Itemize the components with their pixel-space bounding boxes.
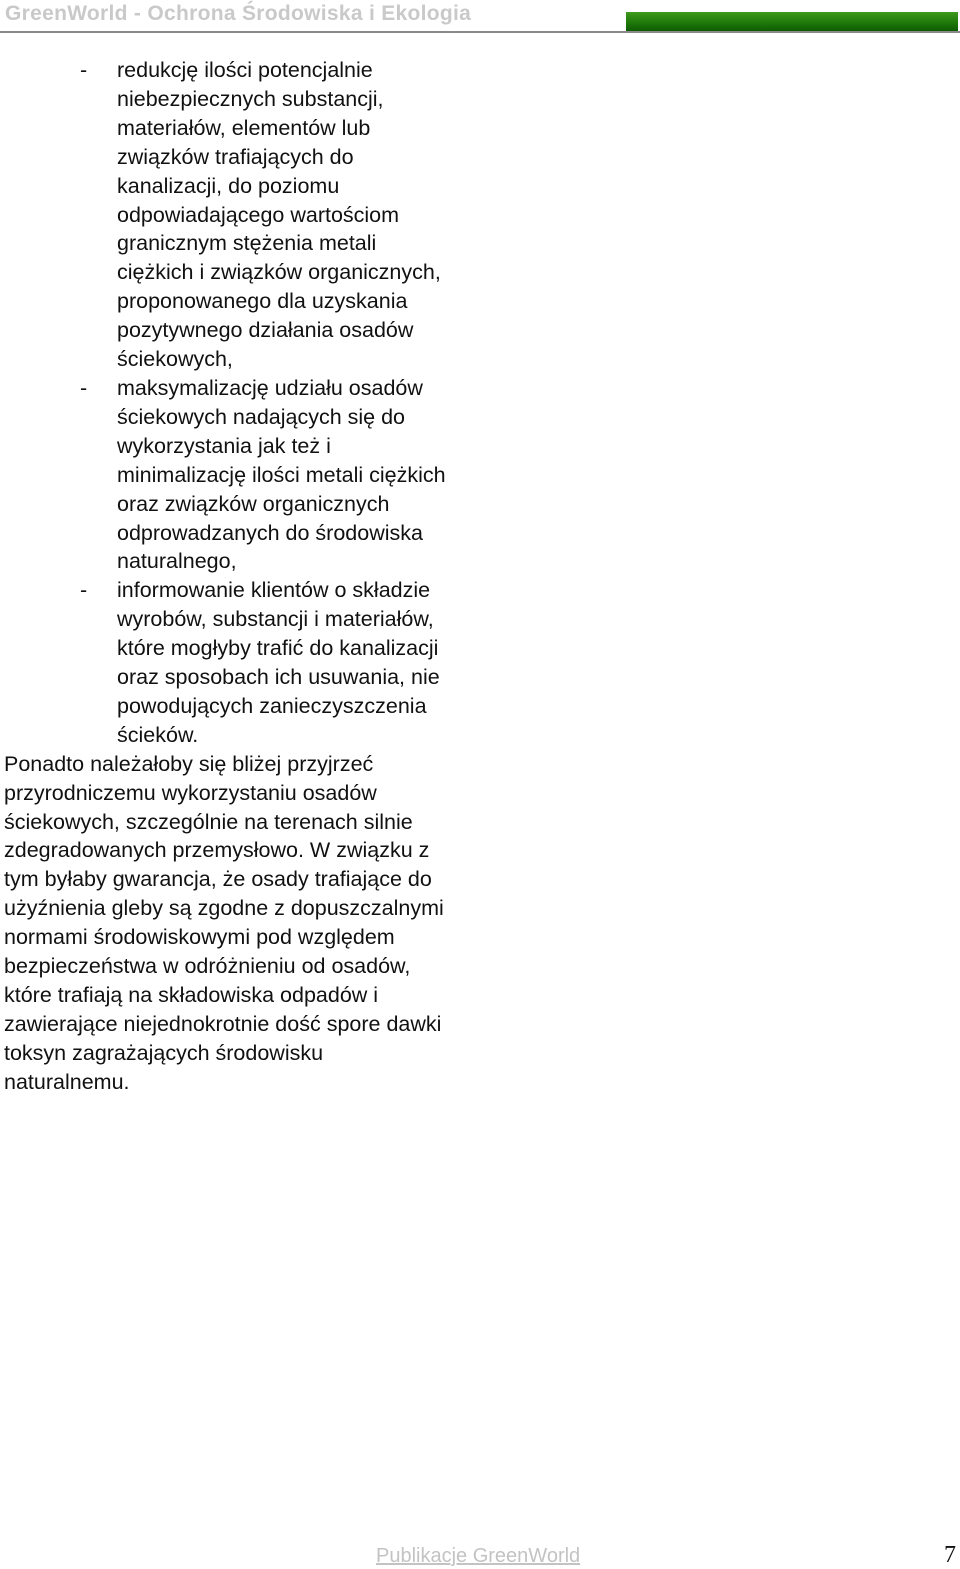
footer-publications-link[interactable]: Publikacje GreenWorld — [376, 1545, 581, 1567]
list-item-text: redukcję ilości potencjalnie niebezpiecznych substancji, materiałów, elementów lub związków trafiających do kanalizacji, do poziomu odpowiadającego wartościom granicznym stężenia metali ciężkich i związków organicznych, proponowanego dla uzyskania pozytywnego działania osadów ściekowych, — [117, 58, 441, 372]
bullet-dash: - — [80, 58, 88, 82]
list-item-text: informowanie klientów o składzie wyrobów, substancji i materiałów, które mogłyby trafić do kanalizacji oraz sposobach ich usuwania, nie powodujących zanieczyszczenia ścieków. — [117, 578, 440, 747]
list-item — [4, 56, 447, 374]
list-item — [4, 374, 447, 576]
list-item — [4, 576, 447, 749]
bullet-dash: - — [80, 375, 88, 400]
list-item-text: maksymalizację udziału osadów ściekowych nadających się do wykorzystania jak też i minimalizację ilości metali ciężkich oraz związków organicznych odprowadzanych do środowiska naturalnego, — [117, 375, 446, 574]
header-title: GreenWorld - Ochrona Środowiska i Ekologia — [5, 2, 472, 25]
bullet-list — [4, 56, 444, 750]
header-green-bar — [626, 12, 958, 31]
body-paragraph: Ponadto należałoby się bliżej przyjrzeć przyrodniczemu wykorzystaniu osadów ściekowych, szczególnie na terenach silnie zdegradowanych przemysłowo. W związku z tym byłaby gwarancja, że osady trafiające do użyźnienia gleby są zgodne z dopuszczalnymi normami środowiskowymi pod względem bezpieczeństwa w odróżnieniu od osadów, które trafiają na składowiska odpadów i zawierające niejednokrotnie dość spore dawki toksyn zagrażających środowisku naturalnemu. — [4, 751, 444, 1094]
page-header — [0, 0, 960, 34]
header-divider — [0, 31, 960, 33]
page-number: 7 — [944, 1542, 956, 1568]
document-body — [4, 56, 444, 1097]
bullet-dash: - — [80, 578, 88, 603]
